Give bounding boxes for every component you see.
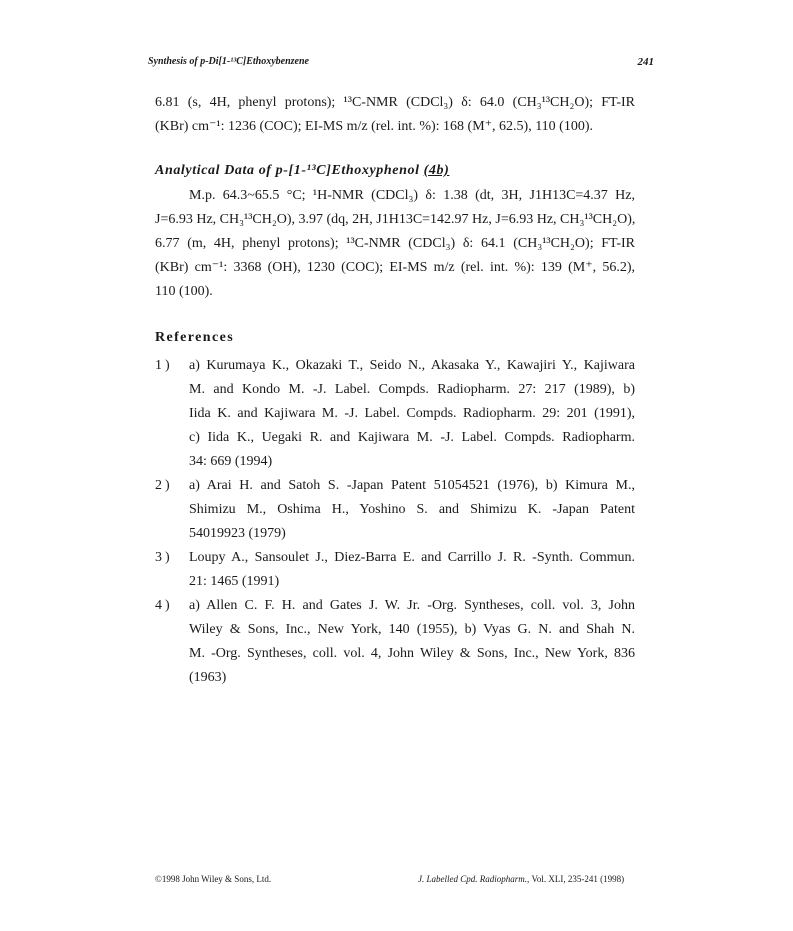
reference-text <box>189 546 635 594</box>
text-line: c) Iida K., Uegaki R. and Kajiwara M. -J. Label. Compds. Radiopharm. <box>189 430 635 445</box>
compound-label: (4b) <box>423 163 450 178</box>
text-line: M. -Org. Syntheses, coll. vol. 4, John Wiley & Sons, Inc., New York, 836 <box>189 646 635 661</box>
reference-number: 3) <box>155 550 173 565</box>
paragraph-spectral-data-4b <box>155 184 635 304</box>
journal-volume: Vol. XLI, 235-241 (1998) <box>531 874 625 884</box>
text-line: 6.81 (s, 4H, phenyl protons); ¹³C-NMR (CDCl₃) δ: 64.0 (CH₃¹³CH₂O); FT-IR <box>155 95 635 110</box>
text-line: a) Allen C. F. H. and Gates J. W. Jr. -Org. Syntheses, coll. vol. 3, John <box>189 598 635 613</box>
section-heading <box>155 163 449 179</box>
text-line: 6.77 (m, 4H, phenyl protons); ¹³C-NMR (CDCl₃) δ: 64.1 (CH₃¹³CH₂O); FT-IR <box>155 236 635 251</box>
text-line: Wiley & Sons, Inc., New York, 140 (1955), b) Vyas G. N. and Shah N. <box>189 622 635 637</box>
text-line: (1963) <box>189 670 227 685</box>
reference-text <box>189 354 635 474</box>
section-title: Analytical Data of p-[1-¹³C]Ethoxyphenol <box>155 163 420 178</box>
text-line: Iida K. and Kajiwara M. -J. Label. Compds. Radiopharm. 29: 201 (1991), <box>189 406 635 421</box>
reference-text <box>189 594 635 690</box>
text-line: 21: 1465 (1991) <box>189 574 280 589</box>
text-line: a) Arai H. and Satoh S. -Japan Patent 51054521 (1976), b) Kimura M., <box>189 478 635 493</box>
reference-list <box>155 354 635 690</box>
reference-number: 1) <box>155 358 173 373</box>
reference-text <box>189 474 635 546</box>
page-number: 241 <box>637 56 654 68</box>
text-line: (KBr) cm⁻¹: 3368 (OH), 1230 (COC); EI-MS m/z (rel. int. %): 139 (M⁺, 56.2), <box>155 260 635 275</box>
text-line: a) Kurumaya K., Okazaki T., Seido N., Akasaka Y., Kawajiri Y., Kajiwara <box>189 358 635 373</box>
reference-item <box>155 354 635 474</box>
paragraph-spectral-data-4a <box>155 91 635 139</box>
text-line: 110 (100). <box>155 284 213 299</box>
copyright-footer: ©1998 John Wiley & Sons, Ltd. <box>155 874 272 884</box>
text-line: 54019923 (1979) <box>189 526 286 541</box>
reference-item <box>155 546 635 594</box>
running-title: Synthesis of p-Di[1-¹³C]Ethoxybenzene <box>148 56 309 67</box>
reference-number: 4) <box>155 598 173 613</box>
references-heading: References <box>155 330 235 345</box>
text-line: (KBr) cm⁻¹: 1236 (COC); EI-MS m/z (rel. int. %): 168 (M⁺, 62.5), 110 (100). <box>155 119 594 134</box>
reference-item <box>155 594 635 690</box>
text-line-content: M.p. 64.3~65.5 °C; ¹H-NMR (CDCl₃) δ: 1.38 (dt, 3H, J1H13C=4.37 Hz, <box>189 188 635 203</box>
text-line: Shimizu M., Oshima H., Yoshino S. and Shimizu K. -Japan Patent <box>189 502 635 517</box>
text-line: J=6.93 Hz, CH₃¹³CH₂O), 3.97 (dq, 2H, J1H13C=142.97 Hz, J=6.93 Hz, CH₃¹³CH₂O), <box>155 212 636 227</box>
text-line <box>155 184 635 208</box>
journal-name: J. Labelled Cpd. Radiopharm., <box>418 874 530 884</box>
text-line: 34: 669 (1994) <box>189 454 273 469</box>
text-line: Loupy A., Sansoulet J., Diez-Barra E. and Carrillo J. R. -Synth. Commun. <box>189 550 635 565</box>
journal-footer <box>418 874 624 884</box>
reference-number: 2) <box>155 478 173 493</box>
text-line: M. and Kondo M. -J. Label. Compds. Radiopharm. 27: 217 (1989), b) <box>189 382 635 397</box>
reference-item <box>155 474 635 546</box>
